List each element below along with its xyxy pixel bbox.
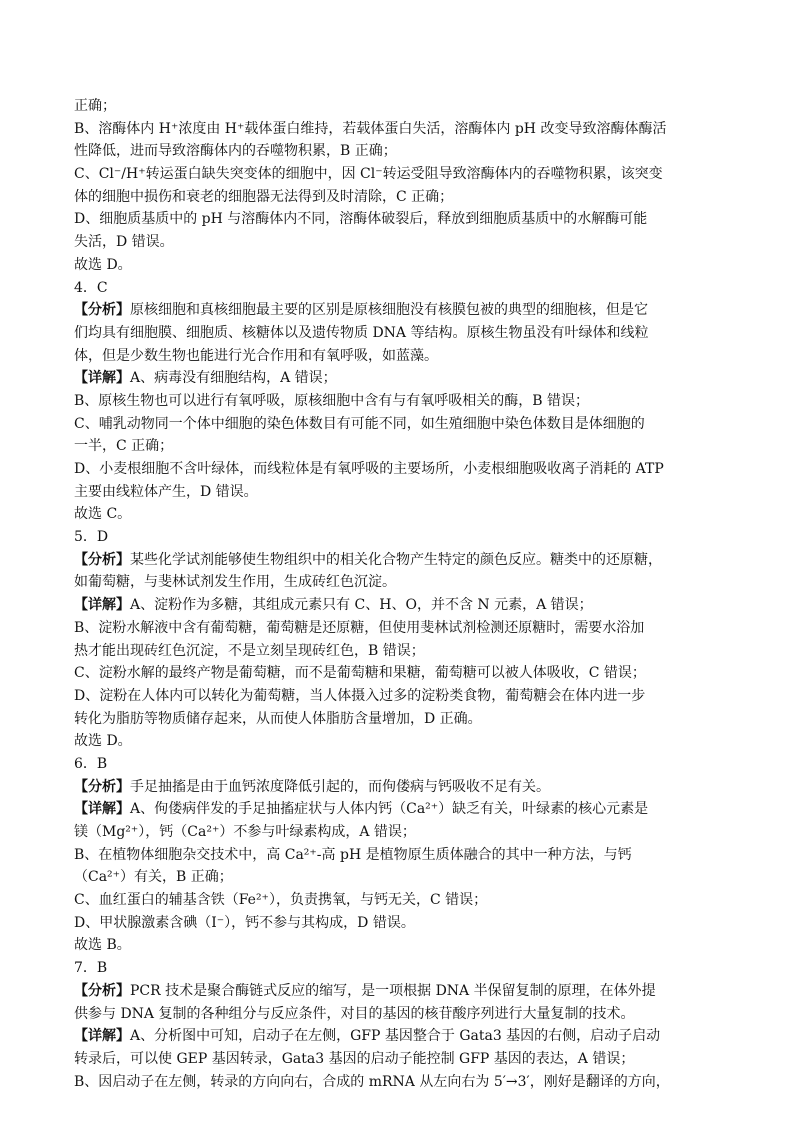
line-text: 镁（Mg²⁺），钙（Ca²⁺）不参与叶绿素构成，A 错误； [74, 824, 416, 840]
line-text: 体的细胞中损伤和衰老的细胞器无法得到及时清除，C 正确； [74, 188, 454, 205]
line-text: C、哺乳动物同一个体中细胞的染色体数目有可能不同，如生殖细胞中染色体数目是体细胞的 [74, 415, 645, 432]
line-text: 一半，C 正确； [74, 438, 174, 455]
line-text: 们均具有细胞膜、细胞质、核糖体以及遗传物质 DNA 等结构。原核生物虽没有叶绿体和线粒 [74, 324, 649, 341]
text-line [74, 549, 722, 572]
line-text: C、Cl⁻/H⁺转运蛋白缺失突变体的细胞中，因 Cl⁻转运受阻导致溶酶体内的吞噬物积累，该突变 [74, 166, 663, 183]
answer-explanation-text [74, 95, 722, 1093]
text-line [74, 367, 722, 390]
line-text: 供参与 DNA 复制的各种组分与反应条件，对目的基因的核苷酸序列进行大量复制的技术。 [74, 1005, 635, 1022]
section-tag: 【详解】 [74, 370, 130, 387]
text-line [74, 231, 722, 254]
line-text: A、淀粉作为多糖，其组成元素只有 C、H、O，并不含 N 元素，A 错误； [130, 597, 593, 614]
line-text: 某些化学试剂能够使生物组织中的相关化合物产生特定的颜色反应。糖类中的还原糖， [130, 551, 662, 568]
text-line [74, 118, 722, 141]
line-text: 转化为脂肪等物质储存起来，从而使人体脂肪含量增加，D 正确。 [74, 710, 482, 727]
text-line [74, 503, 722, 526]
line-text: 主要由线粒体产生，D 错误。 [74, 483, 258, 500]
text-line [74, 662, 722, 685]
text-line [74, 866, 722, 889]
text-line [74, 526, 722, 549]
line-text: B、因启动子在左侧，转录的方向向右，合成的 mRNA 从左向右为 5′→3′，刚好是翻译的方向， [74, 1073, 670, 1090]
text-line [74, 912, 722, 935]
line-text: 故选 C。 [74, 506, 132, 523]
text-line [74, 594, 722, 617]
line-text: B、原核生物也可以进行有氧呼吸，原核细胞中含有与有氧呼吸相关的酶，B 错误； [74, 392, 590, 409]
text-line [74, 776, 722, 799]
text-line [74, 844, 722, 867]
text-line [74, 889, 722, 912]
text-line [74, 254, 722, 277]
line-text: 热才能出现砖红色沉淀，不是立刻呈现砖红色，B 错误； [74, 642, 425, 659]
text-line [74, 458, 722, 481]
text-line [74, 798, 722, 821]
line-text: 体，但是少数生物也能进行光合作用和有氧呼吸，如蓝藻。 [74, 347, 438, 364]
line-text: PCR 技术是聚合酶链式反应的缩写，是一项根据 DNA 半保留复制的原理，在体外提 [130, 982, 656, 999]
section-tag: 【详解】 [74, 801, 130, 818]
line-text: A、分析图中可知，启动子在左侧，GFP 基因整合于 Gata3 基因的右侧，启动子启动 [130, 1028, 661, 1045]
text-line [74, 708, 722, 731]
line-text: 5．D [74, 529, 109, 546]
section-tag: 【详解】 [74, 1028, 130, 1045]
text-line [74, 1025, 722, 1048]
line-text: 故选 B。 [74, 937, 131, 954]
text-line [74, 208, 722, 231]
line-text: 4．C [74, 279, 108, 296]
text-line [74, 934, 722, 957]
text-line [74, 322, 722, 345]
line-text: 失活，D 错误。 [74, 234, 174, 251]
line-text: 正确； [74, 98, 116, 114]
text-line [74, 186, 722, 209]
text-line [74, 1071, 722, 1094]
line-text: B、淀粉水解液中含有葡萄糖，葡萄糖是还原糖，但使用斐林试剂检测还原糖时，需要水浴加 [74, 619, 645, 636]
text-line [74, 685, 722, 708]
text-line [74, 571, 722, 594]
line-text: 转录后，可以使 GEP 基因转录，Gata3 基因的启动子能控制 GFP 基因的表达，A 错误； [74, 1050, 635, 1067]
text-line [74, 821, 722, 844]
line-text: C、淀粉水解的最终产物是葡萄糖，而不是葡萄糖和果糖，葡萄糖可以被人体吸收，C 错误； [74, 665, 646, 682]
line-text: D、甲状腺激素含碘（I⁻），钙不参与其构成，D 错误。 [74, 914, 415, 931]
line-text: 手足抽搐是由于血钙浓度降低引起的，而佝偻病与钙吸收不足有关。 [130, 778, 550, 795]
text-line [74, 640, 722, 663]
line-text: A、佝偻病伴发的手足抽搐症状与人体内钙（Ca²⁺）缺乏有关，叶绿素的核心元素是 [130, 801, 649, 818]
line-text: 6．B [74, 755, 108, 772]
text-line [74, 277, 722, 300]
text-line [74, 390, 722, 413]
section-tag: 【分析】 [74, 778, 130, 795]
text-line [74, 95, 722, 118]
line-text: 7．B [74, 960, 108, 977]
line-text: D、小麦根细胞不含叶绿体，而线粒体是有氧呼吸的主要场所，小麦根细胞吸收离子消耗的 ATP [74, 461, 664, 477]
line-text: D、细胞质基质中的 pH 与溶酶体内不同，溶酶体破裂后，释放到细胞质基质中的水解酶可能 [74, 211, 648, 228]
section-tag: 【分析】 [74, 551, 130, 568]
section-tag: 【分析】 [74, 302, 130, 319]
text-line [74, 1003, 722, 1026]
text-line [74, 163, 722, 186]
line-text: 如葡萄糖，与斐林试剂发生作用，生成砖红色沉淀。 [74, 574, 396, 591]
line-text: C、血红蛋白的辅基含铁（Fe²⁺），负责携氧，与钙无关，C 错误； [74, 892, 488, 909]
line-text: 故选 D。 [74, 733, 132, 750]
line-text: B、溶酶体内 H⁺浓度由 H⁺载体蛋白维持，若载体蛋白失活，溶酶体内 pH 改变导致溶酶体酶活 [74, 120, 667, 137]
line-text: 故选 D。 [74, 256, 132, 273]
text-line [74, 730, 722, 753]
line-text: （Ca²⁺）有关，B 正确； [74, 869, 233, 886]
text-line [74, 299, 722, 322]
section-tag: 【分析】 [74, 982, 130, 999]
line-text: A、病毒没有细胞结构，A 错误； [130, 370, 337, 387]
text-line [74, 140, 722, 163]
text-line [74, 980, 722, 1003]
text-line [74, 481, 722, 504]
text-line [74, 435, 722, 458]
line-text: D、淀粉在人体内可以转化为葡萄糖，当人体摄入过多的淀粉类食物，葡萄糖会在体内进一步 [74, 687, 646, 704]
line-text: B、在植物体细胞杂交技术中，高 Ca²⁺-高 pH 是植物原生质体融合的其中一种方法，与钙 [74, 846, 632, 863]
text-line [74, 617, 722, 640]
text-line [74, 413, 722, 436]
section-tag: 【详解】 [74, 597, 130, 614]
text-line [74, 957, 722, 980]
text-line [74, 345, 722, 368]
line-text: 原核细胞和真核细胞最主要的区别是原核细胞没有核膜包被的典型的细胞核，但是它 [130, 302, 648, 319]
line-text: 性降低，进而导致溶酶体内的吞噬物积累，B 正确； [74, 143, 397, 160]
text-line [74, 1048, 722, 1071]
text-line [74, 753, 722, 776]
